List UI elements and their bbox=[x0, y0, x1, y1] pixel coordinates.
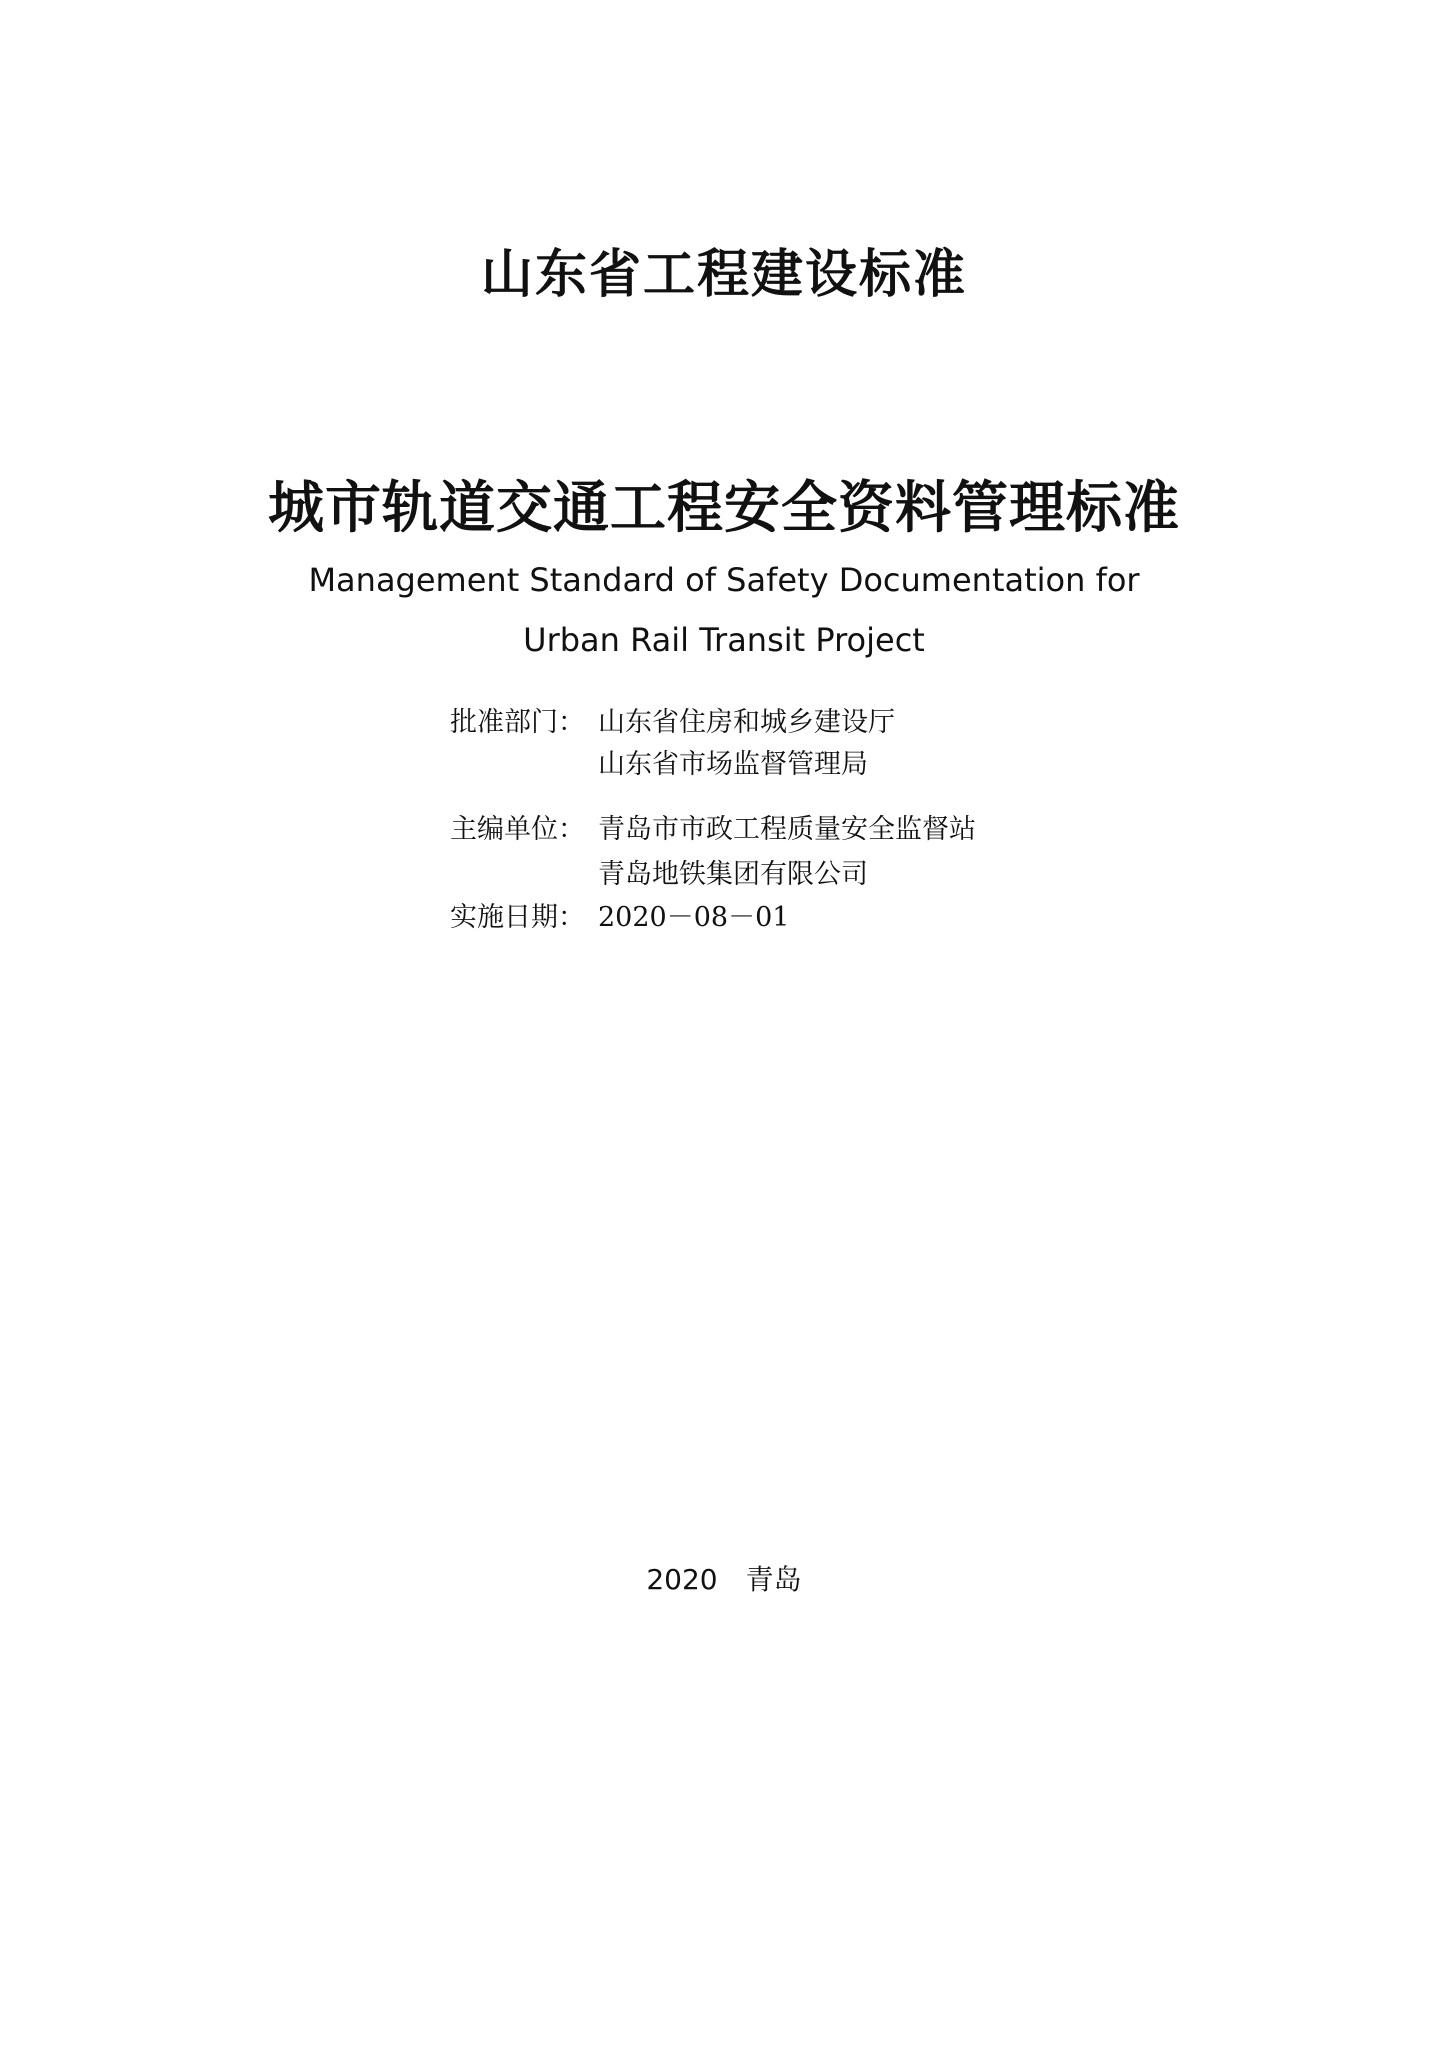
english-title-line-2: Urban Rail Transit Project bbox=[523, 621, 925, 659]
footer-city: 青岛 bbox=[745, 1563, 802, 1596]
editor-org-2: 青岛地铁集团有限公司 bbox=[598, 859, 868, 890]
date-label: 实施日期： bbox=[450, 902, 585, 933]
editor-row bbox=[450, 810, 976, 850]
date-value: 2020－08－01 bbox=[598, 902, 790, 933]
editor-label: 主编单位： bbox=[450, 814, 585, 845]
date-row bbox=[450, 898, 789, 938]
approval-label: 批准部门： bbox=[450, 707, 585, 738]
series-title: 山东省工程建设标准 bbox=[480, 244, 967, 305]
english-title-line-1: Management Standard of Safety Documentation for bbox=[308, 561, 1140, 599]
footer-year: 2020 bbox=[646, 1563, 718, 1596]
approval-org-2: 山东省市场监督管理局 bbox=[598, 749, 868, 780]
main-title: 城市轨道交通工程安全资料管理标准 bbox=[268, 475, 1180, 541]
approval-row-continued bbox=[450, 745, 868, 785]
editor-row-continued bbox=[450, 855, 868, 895]
approval-row bbox=[450, 703, 895, 743]
approval-org-1: 山东省住房和城乡建设厅 bbox=[598, 707, 895, 738]
editor-org-1: 青岛市市政工程质量安全监督站 bbox=[598, 814, 976, 845]
footer bbox=[0, 1560, 1448, 1600]
